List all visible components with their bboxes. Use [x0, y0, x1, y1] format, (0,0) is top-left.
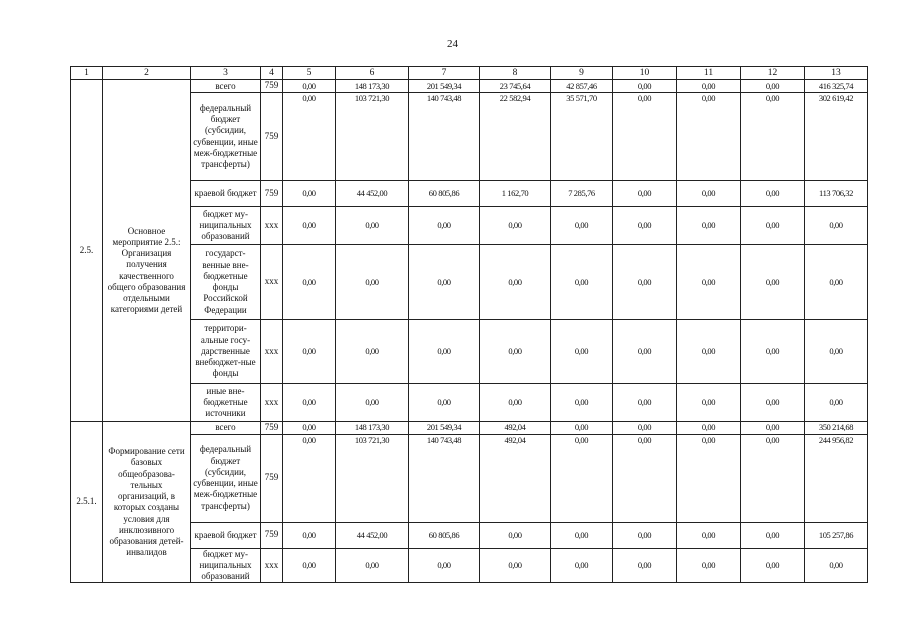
- amount-cell: 244 956,82: [805, 434, 868, 522]
- amount-cell: 0,00: [283, 548, 336, 583]
- amount-cell: 416 325,74: [805, 80, 868, 93]
- column-number: 11: [677, 67, 741, 80]
- budget-code: ххх: [261, 207, 283, 245]
- amount-cell: 0,00: [409, 207, 480, 245]
- amount-cell: 0,00: [551, 320, 613, 384]
- amount-cell: 0,00: [613, 181, 677, 207]
- amount-cell: 0,00: [805, 245, 868, 320]
- budget-code: 759: [261, 522, 283, 548]
- funding-source: территори-альные госу-дарственные внебюджет-ные фонды: [191, 320, 261, 384]
- table-row: [71, 320, 868, 384]
- amount-cell: 302 619,42: [805, 93, 868, 181]
- budget-code: ххх: [261, 548, 283, 583]
- amount-cell: 113 706,32: [805, 181, 868, 207]
- table-row: [71, 434, 868, 522]
- amount-cell: 103 721,30: [336, 434, 409, 522]
- amount-cell: 60 805,86: [409, 522, 480, 548]
- amount-cell: 0,00: [480, 384, 551, 422]
- column-number: 3: [191, 67, 261, 80]
- amount-cell: 0,00: [480, 207, 551, 245]
- amount-cell: 0,00: [741, 181, 805, 207]
- amount-cell: 0,00: [283, 320, 336, 384]
- amount-cell: 0,00: [677, 245, 741, 320]
- column-number: 13: [805, 67, 868, 80]
- table-row: [71, 245, 868, 320]
- budget-table: [70, 66, 868, 583]
- measure-title: Формирование сети базовых общеобразова-тельных организаций, в которых созданы условия для инклюзивного образования детей-инвалидов: [103, 422, 191, 583]
- amount-cell: 201 549,34: [409, 422, 480, 435]
- amount-cell: 0,00: [409, 384, 480, 422]
- amount-cell: 0,00: [677, 181, 741, 207]
- amount-cell: 0,00: [677, 384, 741, 422]
- item-index: 2.5.1.: [71, 422, 103, 583]
- amount-cell: 0,00: [741, 422, 805, 435]
- budget-code: 759: [261, 181, 283, 207]
- amount-cell: 492,04: [480, 422, 551, 435]
- amount-cell: 0,00: [613, 207, 677, 245]
- funding-source: краевой бюджет: [191, 181, 261, 207]
- page-number: 24: [447, 38, 458, 50]
- funding-source: федеральный бюджет (субсидии, субвенции, иные меж-бюджетные трансферты): [191, 434, 261, 522]
- amount-cell: 0,00: [480, 548, 551, 583]
- funding-source: государст-венные вне-бюджетные фонды Российской Федерации: [191, 245, 261, 320]
- table-row: [71, 522, 868, 548]
- amount-cell: 0,00: [551, 422, 613, 435]
- amount-cell: 492,04: [480, 434, 551, 522]
- column-number: 7: [409, 67, 480, 80]
- funding-source: иные вне-бюджетные источники: [191, 384, 261, 422]
- amount-cell: 0,00: [409, 548, 480, 583]
- column-number: 8: [480, 67, 551, 80]
- column-number: 12: [741, 67, 805, 80]
- amount-cell: 0,00: [336, 207, 409, 245]
- amount-cell: 0,00: [741, 207, 805, 245]
- amount-cell: 0,00: [741, 548, 805, 583]
- amount-cell: 0,00: [677, 434, 741, 522]
- amount-cell: 0,00: [336, 245, 409, 320]
- amount-cell: 350 214,68: [805, 422, 868, 435]
- funding-source: федеральный бюджет (субсидии, субвенции, иные меж-бюджетные трансферты): [191, 93, 261, 181]
- measure-title: Основное мероприятие 2.5.: Организация получения качественного общего образования отдельными категориями детей: [103, 80, 191, 422]
- column-number: 2: [103, 67, 191, 80]
- amount-cell: 0,00: [283, 181, 336, 207]
- amount-cell: 0,00: [613, 93, 677, 181]
- amount-cell: 140 743,48: [409, 434, 480, 522]
- table-row: [71, 548, 868, 583]
- amount-cell: 0,00: [613, 434, 677, 522]
- amount-cell: 0,00: [480, 522, 551, 548]
- funding-source: всего: [191, 80, 261, 93]
- amount-cell: 0,00: [283, 245, 336, 320]
- amount-cell: 42 857,46: [551, 80, 613, 93]
- column-number: 5: [283, 67, 336, 80]
- amount-cell: 0,00: [283, 522, 336, 548]
- amount-cell: 140 743,48: [409, 93, 480, 181]
- amount-cell: 0,00: [336, 384, 409, 422]
- budget-code: 759: [261, 422, 283, 435]
- amount-cell: 0,00: [677, 422, 741, 435]
- amount-cell: 0,00: [336, 548, 409, 583]
- budget-code: ххх: [261, 384, 283, 422]
- amount-cell: 0,00: [283, 80, 336, 93]
- table-body: [71, 80, 868, 583]
- amount-cell: 0,00: [741, 93, 805, 181]
- amount-cell: 0,00: [805, 384, 868, 422]
- amount-cell: 0,00: [613, 548, 677, 583]
- amount-cell: 0,00: [613, 80, 677, 93]
- amount-cell: 22 582,94: [480, 93, 551, 181]
- amount-cell: 0,00: [741, 434, 805, 522]
- amount-cell: 0,00: [551, 548, 613, 583]
- amount-cell: 0,00: [409, 245, 480, 320]
- amount-cell: 0,00: [741, 384, 805, 422]
- amount-cell: 105 257,86: [805, 522, 868, 548]
- budget-code: ххх: [261, 245, 283, 320]
- table-row: [71, 207, 868, 245]
- column-number-row: [71, 67, 868, 80]
- amount-cell: 7 285,76: [551, 181, 613, 207]
- amount-cell: 0,00: [283, 434, 336, 522]
- amount-cell: 0,00: [409, 320, 480, 384]
- amount-cell: 0,00: [805, 320, 868, 384]
- budget-code: 759: [261, 93, 283, 181]
- amount-cell: 0,00: [613, 245, 677, 320]
- amount-cell: 0,00: [551, 384, 613, 422]
- amount-cell: 0,00: [283, 93, 336, 181]
- amount-cell: 0,00: [283, 384, 336, 422]
- table-row: [71, 80, 868, 93]
- budget-code: ххх: [261, 320, 283, 384]
- table-row: [71, 93, 868, 181]
- amount-cell: 0,00: [551, 207, 613, 245]
- amount-cell: 0,00: [677, 207, 741, 245]
- amount-cell: 103 721,30: [336, 93, 409, 181]
- table-row: [71, 384, 868, 422]
- amount-cell: 0,00: [480, 320, 551, 384]
- column-number: 1: [71, 67, 103, 80]
- amount-cell: 0,00: [741, 80, 805, 93]
- amount-cell: 44 452,00: [336, 181, 409, 207]
- amount-cell: 0,00: [480, 245, 551, 320]
- amount-cell: 0,00: [741, 320, 805, 384]
- amount-cell: 0,00: [613, 422, 677, 435]
- amount-cell: 0,00: [551, 522, 613, 548]
- column-number: 4: [261, 67, 283, 80]
- amount-cell: 0,00: [613, 522, 677, 548]
- amount-cell: 0,00: [613, 384, 677, 422]
- amount-cell: 0,00: [551, 245, 613, 320]
- amount-cell: 44 452,00: [336, 522, 409, 548]
- amount-cell: 0,00: [677, 522, 741, 548]
- amount-cell: 1 162,70: [480, 181, 551, 207]
- amount-cell: 0,00: [805, 548, 868, 583]
- budget-code: 759: [261, 80, 283, 93]
- amount-cell: 0,00: [551, 434, 613, 522]
- amount-cell: 0,00: [283, 207, 336, 245]
- column-number: 10: [613, 67, 677, 80]
- amount-cell: 0,00: [677, 93, 741, 181]
- budget-code: 759: [261, 434, 283, 522]
- funding-source: всего: [191, 422, 261, 435]
- amount-cell: 0,00: [613, 320, 677, 384]
- amount-cell: 35 571,70: [551, 93, 613, 181]
- amount-cell: 0,00: [283, 422, 336, 435]
- column-number: 9: [551, 67, 613, 80]
- funding-source: бюджет му-ниципальных образований: [191, 548, 261, 583]
- column-number: 6: [336, 67, 409, 80]
- funding-source: бюджет му-ниципальных образований: [191, 207, 261, 245]
- amount-cell: 0,00: [741, 245, 805, 320]
- amount-cell: 0,00: [677, 320, 741, 384]
- funding-source: краевой бюджет: [191, 522, 261, 548]
- amount-cell: 0,00: [677, 80, 741, 93]
- amount-cell: 201 549,34: [409, 80, 480, 93]
- amount-cell: 0,00: [805, 207, 868, 245]
- amount-cell: 0,00: [677, 548, 741, 583]
- amount-cell: 0,00: [741, 522, 805, 548]
- table-row: [71, 422, 868, 435]
- amount-cell: 148 173,30: [336, 80, 409, 93]
- table-row: [71, 181, 868, 207]
- amount-cell: 60 805,86: [409, 181, 480, 207]
- item-index: 2.5.: [71, 80, 103, 422]
- amount-cell: 23 745,64: [480, 80, 551, 93]
- amount-cell: 0,00: [336, 320, 409, 384]
- amount-cell: 148 173,30: [336, 422, 409, 435]
